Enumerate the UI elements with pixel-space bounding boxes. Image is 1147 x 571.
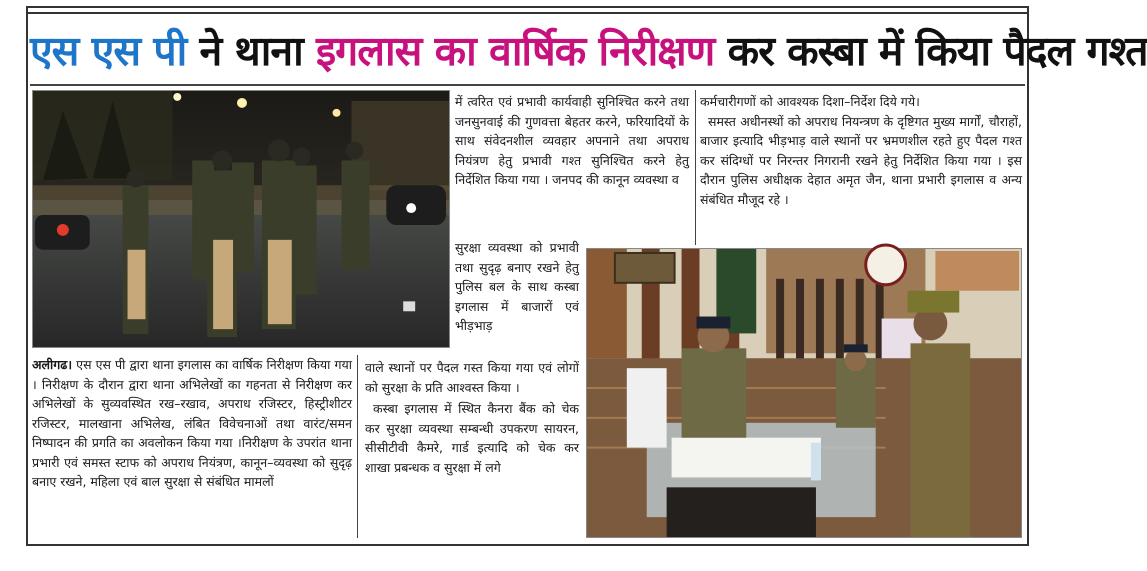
dateline: अलीगढ।	[32, 357, 73, 372]
article-col1-text: एस एस पी द्वारा थाना इगलास का वार्षिक निरीक्षण किया गया । निरीक्षण के दौरान द्वारा थाना अभिलेखों का गहनता से निरीक्षण कर अभिलेखों के सुव्यवस्थित रख–रखाव, अपराध रजिस्टर, हिस्ट्रीशीटर रजिस्टर, मालखाना अभिलेख, लंबित विवेचनाओं तथा वारंट/समन निष्पादन की प्रगति का अवलोकन किया गया ।निरीक्षण के उपरांत थाना प्रभारी एवं समस्त स्टाफ को अपराध नियंत्रण, कानून–व्यवस्था को सुदृढ़ बनाए रखने, महिला एवं बाल सुरक्षा से संबंधित मामलों	[32, 357, 352, 489]
police-station-inspection-photo	[586, 248, 1022, 538]
article-col2-bottom-paragraph-2: कस्बा इगलास में स्थित कैनरा बैंक को चेक कर सुरक्षा व्यवस्था सम्बन्धी उपकरण सायरन, सीसीटीवी कैमरे, गार्ड इत्यादि को चेक कर शाखा प्रबन्धक व सुरक्षा में लगे	[365, 401, 579, 475]
headline-part-inspection: इगलास का वार्षिक निरीक्षण	[316, 27, 715, 75]
top-rule	[26, 12, 1029, 14]
article-col3-paragraph-2: समस्त अधीनस्थों को अपराध नियन्त्रण के दृष्टिगत मुख्य मार्गों, चौराहों, बाजार इत्यादि भीड़भाड़ वाले स्थानों पर भ्रमणशील रहते हुए पैदल गश्त कर संदिग्धों पर निरन्तर निगरानी रखने हेतु निर्देशित किया गया । इस दौरान पुलिस अधीक्षक देहात अमृत जैन, थाना प्रभारी इगलास व अन्य संबंधित मौजूद रहे ।	[700, 113, 1022, 207]
article-column-1	[32, 355, 352, 540]
article-col1-paragraph	[32, 355, 352, 492]
article-column-2-narrow	[455, 238, 579, 356]
night-foot-patrol-photo	[32, 90, 450, 348]
article-col2-bottom-paragraph-1: वाले स्थानों पर पैदल गस्त किया गया एवं लोगों को सुरक्षा के प्रति आश्वस्त किया ।	[365, 360, 579, 395]
column-divider-1	[357, 355, 358, 538]
article-col2-top-text: में त्वरित एवं प्रभावी कार्यवाही सुनिश्चित करने तथा जनसुनवाई की गुणवत्ता बेहतर करने, फरियादियों के साथ संवेदनशील व्यवहार अपनाने तथा अपराध नियंत्रण हेतु प्रभावी गश्त सुनिश्चित करने हेतु निर्देशित किया गया । जनपद की कानून व्यवस्था व	[455, 94, 689, 187]
article-column-2-top	[455, 92, 689, 238]
headline-rule	[30, 84, 1025, 86]
article-col3-paragraph-1: कर्मचारीगणों को आवश्यक दिशा–निर्देश दिये गये।	[700, 94, 920, 109]
article-col2-narrow-text: सुरक्षा व्यवस्था को प्रभावी तथा सुदृढ़ बनाए रखने हेतु पुलिस बल के साथ कस्बा इगलास में बाजारों एवं भीड़भाड़	[455, 240, 579, 333]
headline-part-ne-thana: ने थाना	[186, 27, 317, 75]
article-column-2-bottom	[365, 358, 579, 538]
article-column-3	[700, 92, 1022, 242]
headline	[30, 20, 1147, 82]
headline-part-ssp: एस एस पी	[30, 27, 187, 75]
headline-part-patrol: कर कस्बा में किया पैदल गश्त	[714, 27, 1147, 75]
column-divider-2	[695, 90, 696, 245]
